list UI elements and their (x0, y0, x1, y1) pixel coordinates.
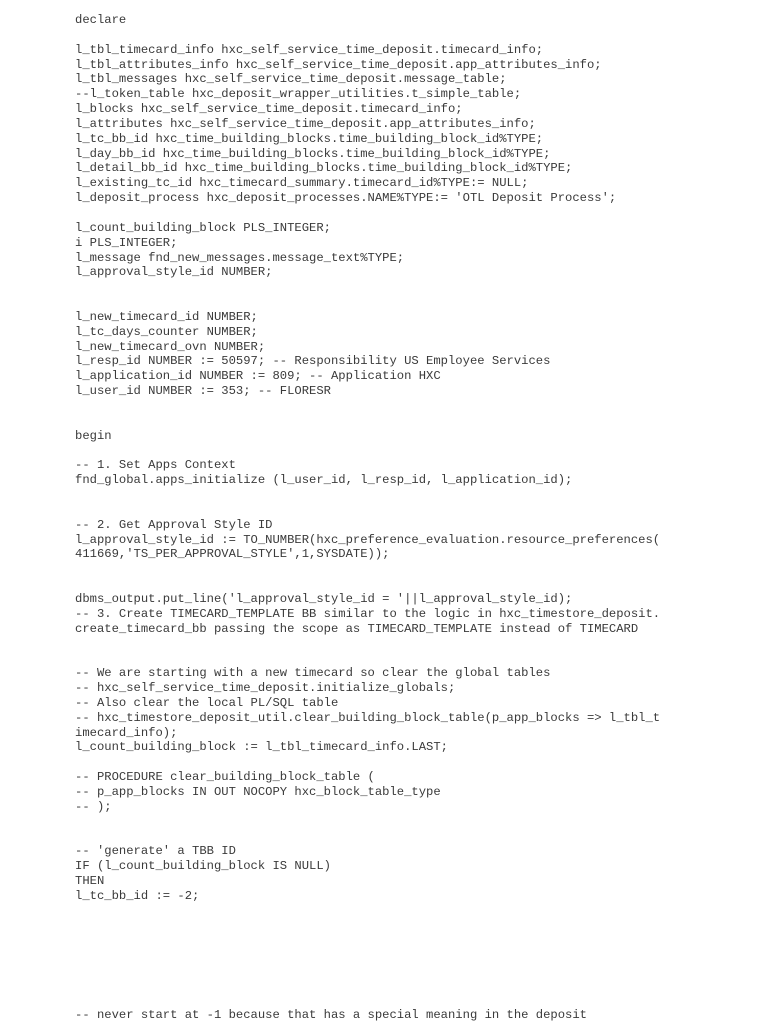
code-line: imecard_info); (75, 725, 178, 740)
code-line (75, 815, 755, 830)
code-line (75, 755, 755, 770)
code-line: l_attributes hxc_self_service_time_deposit.app_attributes_info; (75, 116, 536, 131)
code-line (75, 206, 755, 221)
code-line: -- never start at -1 because that has a special meaning in the deposit (75, 1007, 587, 1022)
code-line: l_detail_bb_id hxc_time_building_blocks.time_building_block_id%TYPE; (75, 161, 573, 176)
code-line: -- 3. Create TIMECARD_TEMPLATE BB similar to the logic in hxc_timestore_deposit. (75, 606, 661, 621)
code-line: l_tc_bb_id := -2; (75, 888, 200, 903)
code-line: -- Also clear the local PL/SQL table (75, 695, 339, 710)
code-line: l_tbl_attributes_info hxc_self_service_time_deposit.app_attributes_info; (75, 57, 602, 72)
code-line (75, 414, 755, 429)
code-line (75, 993, 755, 1008)
code-line: -- 2. Get Approval Style ID (75, 517, 273, 532)
code-line: l_tbl_messages hxc_self_service_time_deposit.message_table; (75, 72, 507, 87)
code-line (75, 829, 755, 844)
code-line (75, 295, 755, 310)
code-line: -- ); (75, 799, 112, 814)
code-line: dbms_output.put_line('l_approval_style_id = '||l_approval_style_id); (75, 591, 573, 606)
code-line (75, 488, 755, 503)
code-line: -- hxc_self_service_time_deposit.initialize_globals; (75, 680, 456, 695)
code-line: l_day_bb_id hxc_time_building_blocks.time_building_block_id%TYPE; (75, 146, 551, 161)
code-line: l_approval_style_id := TO_NUMBER(hxc_preference_evaluation.resource_preferences( (75, 532, 661, 547)
code-line: l_tbl_timecard_info hxc_self_service_time_deposit.timecard_info; (75, 42, 544, 57)
code-line: l_user_id NUMBER := 353; -- FLORESR (75, 384, 331, 399)
code-line: -- PROCEDURE clear_building_block_table ( (75, 770, 375, 785)
code-line: l_application_id NUMBER := 809; -- Application HXC (75, 369, 441, 384)
code-line (75, 904, 755, 919)
code-line (75, 933, 755, 948)
code-line: 411669,'TS_PER_APPROVAL_STYLE',1,SYSDATE)); (75, 547, 390, 562)
code-line: i PLS_INTEGER; (75, 235, 178, 250)
code-line (75, 577, 755, 592)
code-line: -- p_app_blocks IN OUT NOCOPY hxc_block_table_type (75, 784, 441, 799)
code-line (75, 280, 755, 295)
code-line: -- We are starting with a new timecard so clear the global tables (75, 666, 551, 681)
code-line: l_new_timecard_ovn NUMBER; (75, 339, 266, 354)
code-line (75, 918, 755, 933)
code-line: l_tc_days_counter NUMBER; (75, 324, 258, 339)
code-line: l_deposit_process hxc_deposit_processes.NAME%TYPE:= 'OTL Deposit Process'; (75, 191, 617, 206)
code-line: -- 1. Set Apps Context (75, 458, 236, 473)
code-line: l_tc_bb_id hxc_time_building_blocks.time_building_block_id%TYPE; (75, 131, 544, 146)
code-line: l_message fnd_new_messages.message_text%TYPE; (75, 250, 405, 265)
code-line (75, 651, 755, 666)
code-line: -- hxc_timestore_deposit_util.clear_building_block_table(p_app_blocks => l_tbl_t (75, 710, 661, 725)
code-line (75, 399, 755, 414)
code-line (75, 562, 755, 577)
code-line: --l_token_table hxc_deposit_wrapper_utilities.t_simple_table; (75, 87, 522, 102)
code-line: l_resp_id NUMBER := 50597; -- Responsibility US Employee Services (75, 354, 551, 369)
code-line: l_approval_style_id NUMBER; (75, 265, 273, 280)
code-listing (75, 13, 755, 1022)
code-line: fnd_global.apps_initialize (l_user_id, l_resp_id, l_application_id); (75, 473, 573, 488)
code-line (75, 443, 755, 458)
code-line: l_count_building_block PLS_INTEGER; (75, 220, 331, 235)
code-line: l_blocks hxc_self_service_time_deposit.timecard_info; (75, 102, 463, 117)
code-line: -- 'generate' a TBB ID (75, 844, 236, 859)
code-line: begin (75, 428, 112, 443)
code-line: l_new_timecard_id NUMBER; (75, 309, 258, 324)
code-line: l_existing_tc_id hxc_timecard_summary.timecard_id%TYPE:= NULL; (75, 176, 529, 191)
code-line: l_count_building_block := l_tbl_timecard_info.LAST; (75, 740, 448, 755)
code-line (75, 503, 755, 518)
code-line: declare (75, 13, 127, 27)
code-line (75, 948, 755, 963)
code-line: create_timecard_bb passing the scope as TIMECARD_TEMPLATE instead of TIMECARD (75, 621, 639, 636)
code-line (75, 28, 755, 43)
code-line: IF (l_count_building_block IS NULL) (75, 859, 331, 874)
code-line (75, 963, 755, 978)
code-line (75, 636, 755, 651)
code-line (75, 978, 755, 993)
code-line: THEN (75, 873, 105, 888)
